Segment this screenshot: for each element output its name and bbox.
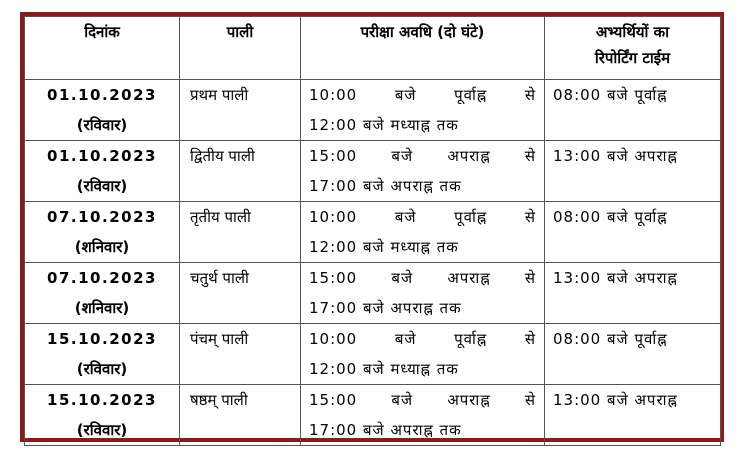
shift-cell xyxy=(180,202,301,263)
reporting-cell xyxy=(545,263,721,324)
reporting-cell xyxy=(545,80,721,141)
start-period: पूर्वाह्न xyxy=(454,208,488,226)
duration-start-line xyxy=(309,263,536,293)
shift-value: पंचम् पाली xyxy=(190,330,249,348)
header-shift: पाली xyxy=(180,17,301,80)
start-time: 15:00 xyxy=(309,269,358,287)
se-word: से xyxy=(524,147,536,165)
start-period: अपराह्न xyxy=(447,147,491,165)
reporting-time: 08:00 बजे पूर्वाह्न xyxy=(553,330,668,348)
reporting-time: 13:00 बजे अपराह्न xyxy=(553,147,678,165)
day-value: (रविवार) xyxy=(76,177,128,195)
day-value: (रविवार) xyxy=(76,360,128,378)
date-cell xyxy=(25,202,180,263)
start-time: 10:00 xyxy=(309,86,358,104)
duration-start-line xyxy=(309,324,536,354)
duration-cell xyxy=(301,324,545,385)
duration-cell xyxy=(301,141,545,202)
duration-end-line: 17:00 बजे अपराह्न तक xyxy=(309,299,462,317)
start-time: 10:00 xyxy=(309,330,358,348)
shift-value: षष्ठम् पाली xyxy=(190,391,248,409)
duration-start-line xyxy=(309,80,536,110)
duration-end-line: 17:00 बजे अपराह्न तक xyxy=(309,421,462,439)
date-value: 07.10.2023 xyxy=(47,269,157,287)
date-value: 01.10.2023 xyxy=(47,86,157,104)
duration-end-line: 12:00 बजे मध्याह्न तक xyxy=(309,116,459,134)
table-row xyxy=(25,385,721,446)
start-word: बजे xyxy=(391,269,414,287)
start-period: अपराह्न xyxy=(447,269,491,287)
header-date: दिनांक xyxy=(25,17,180,80)
duration-start-line xyxy=(309,385,536,415)
shift-cell xyxy=(180,324,301,385)
date-value: 07.10.2023 xyxy=(47,208,157,226)
header-reporting-line2: रिपोर्टिंग टाईम xyxy=(594,49,671,67)
header-reporting-line1: अभ्यर्थियों का xyxy=(595,23,670,41)
header-row xyxy=(25,17,721,80)
duration-cell xyxy=(301,202,545,263)
date-value: 15.10.2023 xyxy=(47,391,157,409)
start-period: पूर्वाह्न xyxy=(454,330,488,348)
shift-value: तृतीय पाली xyxy=(190,208,251,226)
reporting-time: 08:00 बजे पूर्वाह्न xyxy=(553,86,668,104)
shift-value: प्रथम पाली xyxy=(190,86,249,104)
duration-start-line xyxy=(309,141,536,171)
shift-cell xyxy=(180,141,301,202)
se-word: से xyxy=(524,208,536,226)
start-time: 10:00 xyxy=(309,208,358,226)
shift-cell xyxy=(180,80,301,141)
shift-cell xyxy=(180,385,301,446)
se-word: से xyxy=(524,391,536,409)
date-value: 15.10.2023 xyxy=(47,330,157,348)
date-cell xyxy=(25,141,180,202)
reporting-time: 13:00 बजे अपराह्न xyxy=(553,391,678,409)
date-cell xyxy=(25,385,180,446)
date-cell xyxy=(25,263,180,324)
reporting-time: 08:00 बजे पूर्वाह्न xyxy=(553,208,668,226)
day-value: (रविवार) xyxy=(76,421,128,439)
date-cell xyxy=(25,324,180,385)
day-value: (रविवार) xyxy=(76,116,128,134)
start-time: 15:00 xyxy=(309,391,358,409)
duration-cell xyxy=(301,263,545,324)
start-word: बजे xyxy=(394,86,417,104)
se-word: से xyxy=(524,269,536,287)
start-word: बजे xyxy=(391,391,414,409)
se-word: से xyxy=(524,86,536,104)
duration-end-line: 17:00 बजे अपराह्न तक xyxy=(309,177,462,195)
duration-end-line: 12:00 बजे मध्याह्न तक xyxy=(309,360,459,378)
reporting-cell xyxy=(545,202,721,263)
date-value: 01.10.2023 xyxy=(47,147,157,165)
reporting-cell xyxy=(545,141,721,202)
duration-cell xyxy=(301,385,545,446)
start-time: 15:00 xyxy=(309,147,358,165)
reporting-cell xyxy=(545,385,721,446)
day-value: (शनिवार) xyxy=(74,299,130,317)
reporting-time: 13:00 बजे अपराह्न xyxy=(553,269,678,287)
table-row xyxy=(25,202,721,263)
schedule-frame xyxy=(20,12,724,442)
duration-start-line xyxy=(309,202,536,232)
table-row xyxy=(25,141,721,202)
header-reporting xyxy=(545,17,721,80)
start-word: बजे xyxy=(394,330,417,348)
duration-cell xyxy=(301,80,545,141)
shift-value: चतुर्थ पाली xyxy=(190,269,249,287)
exam-schedule-table xyxy=(24,16,721,446)
shift-value: द्वितीय पाली xyxy=(190,147,255,165)
start-period: पूर्वाह्न xyxy=(454,86,488,104)
reporting-cell xyxy=(545,324,721,385)
table-row xyxy=(25,80,721,141)
start-period: अपराह्न xyxy=(447,391,491,409)
header-duration: परीक्षा अवधि (दो घंटे) xyxy=(301,17,545,80)
start-word: बजे xyxy=(391,147,414,165)
duration-end-line: 12:00 बजे मध्याह्न तक xyxy=(309,238,459,256)
date-cell xyxy=(25,80,180,141)
day-value: (शनिवार) xyxy=(74,238,130,256)
start-word: बजे xyxy=(394,208,417,226)
table-row xyxy=(25,324,721,385)
table-row xyxy=(25,263,721,324)
se-word: से xyxy=(524,330,536,348)
shift-cell xyxy=(180,263,301,324)
